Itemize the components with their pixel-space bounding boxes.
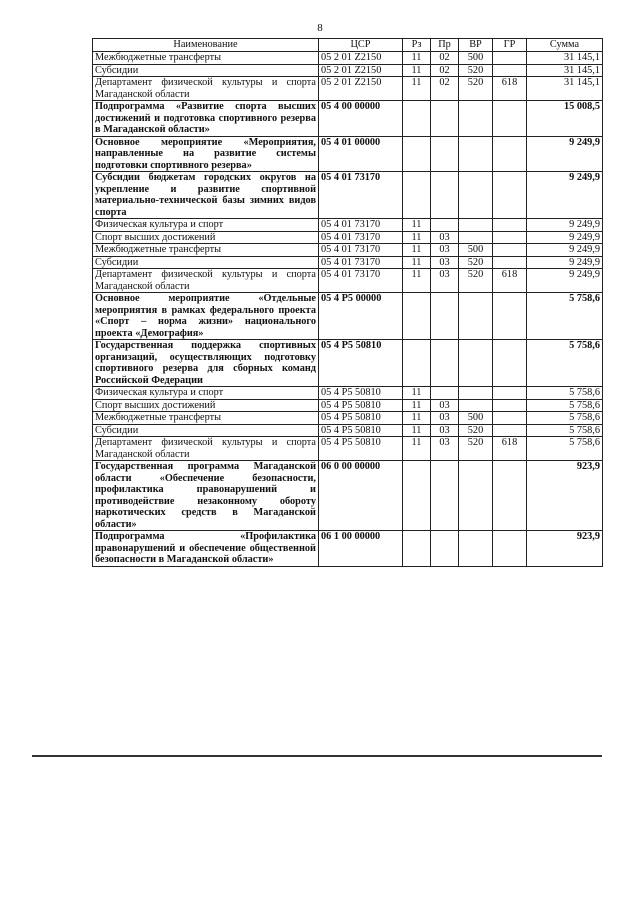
cell-rz: 11 bbox=[403, 244, 431, 257]
cell-gr bbox=[493, 412, 527, 425]
cell-gr: 618 bbox=[493, 269, 527, 293]
cell-csr: 05 4 01 73170 bbox=[319, 256, 403, 269]
table-row bbox=[93, 424, 603, 437]
cell-pr: 02 bbox=[431, 77, 459, 101]
cell-csr: 05 4 01 73170 bbox=[319, 172, 403, 219]
cell-rz: 11 bbox=[403, 256, 431, 269]
cell-pr: 02 bbox=[431, 64, 459, 77]
header-pr: Пр bbox=[431, 39, 459, 52]
cell-vr bbox=[459, 387, 493, 400]
cell-name: Департамент физической культуры и спорта Магаданской области bbox=[93, 437, 319, 461]
cell-gr bbox=[493, 136, 527, 172]
cell-name: Субсидии bbox=[93, 424, 319, 437]
cell-rz: 11 bbox=[403, 412, 431, 425]
cell-rz bbox=[403, 136, 431, 172]
cell-pr bbox=[431, 172, 459, 219]
cell-name: Физическая культура и спорт bbox=[93, 387, 319, 400]
cell-csr: 05 4 01 00000 bbox=[319, 136, 403, 172]
cell-rz: 11 bbox=[403, 387, 431, 400]
cell-gr bbox=[493, 172, 527, 219]
table-row bbox=[93, 77, 603, 101]
header-sum: Сумма bbox=[527, 39, 603, 52]
page-number: 8 bbox=[317, 22, 323, 34]
cell-sum: 9 249,9 bbox=[527, 136, 603, 172]
cell-gr bbox=[493, 424, 527, 437]
table-header-row bbox=[93, 39, 603, 52]
cell-pr bbox=[431, 136, 459, 172]
cell-pr: 03 bbox=[431, 412, 459, 425]
cell-gr bbox=[493, 64, 527, 77]
cell-vr: 520 bbox=[459, 64, 493, 77]
cell-rz bbox=[403, 461, 431, 531]
cell-gr bbox=[493, 531, 527, 567]
cell-name: Департамент физической культуры и спорта Магаданской области bbox=[93, 77, 319, 101]
cell-pr: 03 bbox=[431, 231, 459, 244]
cell-rz: 11 bbox=[403, 231, 431, 244]
cell-vr bbox=[459, 461, 493, 531]
cell-name: Основное мероприятие «Мероприятия, направленные на развитие системы подготовки спортивного резерва» bbox=[93, 136, 319, 172]
cell-name: Департамент физической культуры и спорта Магаданской области bbox=[93, 269, 319, 293]
cell-rz: 11 bbox=[403, 77, 431, 101]
cell-vr bbox=[459, 219, 493, 232]
cell-name: Субсидии bbox=[93, 256, 319, 269]
cell-vr bbox=[459, 293, 493, 340]
cell-csr: 06 1 00 00000 bbox=[319, 531, 403, 567]
cell-rz: 11 bbox=[403, 269, 431, 293]
table-row bbox=[93, 136, 603, 172]
table-row bbox=[93, 399, 603, 412]
cell-gr bbox=[493, 256, 527, 269]
table-row bbox=[93, 269, 603, 293]
table-row bbox=[93, 219, 603, 232]
cell-sum: 9 249,9 bbox=[527, 219, 603, 232]
cell-pr bbox=[431, 340, 459, 387]
header-csr: ЦСР bbox=[319, 39, 403, 52]
cell-pr: 03 bbox=[431, 399, 459, 412]
cell-pr bbox=[431, 293, 459, 340]
cell-pr: 02 bbox=[431, 52, 459, 65]
header-name: Наименование bbox=[93, 39, 319, 52]
cell-csr: 05 4 01 73170 bbox=[319, 231, 403, 244]
cell-vr: 520 bbox=[459, 424, 493, 437]
cell-pr: 03 bbox=[431, 256, 459, 269]
table-row bbox=[93, 412, 603, 425]
cell-sum: 923,9 bbox=[527, 531, 603, 567]
cell-gr bbox=[493, 231, 527, 244]
cell-gr bbox=[493, 52, 527, 65]
cell-gr bbox=[493, 219, 527, 232]
cell-vr: 520 bbox=[459, 269, 493, 293]
table-row bbox=[93, 387, 603, 400]
cell-vr: 520 bbox=[459, 437, 493, 461]
cell-rz: 11 bbox=[403, 424, 431, 437]
cell-rz bbox=[403, 293, 431, 340]
cell-sum: 5 758,6 bbox=[527, 387, 603, 400]
cell-vr bbox=[459, 136, 493, 172]
cell-sum: 31 145,1 bbox=[527, 64, 603, 77]
cell-name: Межбюджетные трансферты bbox=[93, 412, 319, 425]
cell-gr bbox=[493, 461, 527, 531]
cell-pr: 03 bbox=[431, 244, 459, 257]
cell-pr bbox=[431, 219, 459, 232]
header-gr: ГР bbox=[493, 39, 527, 52]
table-row bbox=[93, 437, 603, 461]
cell-vr bbox=[459, 231, 493, 244]
cell-name: Межбюджетные трансферты bbox=[93, 52, 319, 65]
cell-rz bbox=[403, 531, 431, 567]
cell-sum: 5 758,6 bbox=[527, 399, 603, 412]
cell-name: Государственная поддержка спортивных организаций, осуществляющих подготовку спортивного резерва для сборных команд Российской Федерации bbox=[93, 340, 319, 387]
cell-csr: 05 4 P5 50810 bbox=[319, 340, 403, 387]
cell-csr: 05 4 P5 50810 bbox=[319, 412, 403, 425]
cell-gr: 618 bbox=[493, 437, 527, 461]
cell-vr bbox=[459, 172, 493, 219]
cell-pr: 03 bbox=[431, 437, 459, 461]
cell-sum: 5 758,6 bbox=[527, 412, 603, 425]
cell-rz: 11 bbox=[403, 437, 431, 461]
cell-vr: 500 bbox=[459, 52, 493, 65]
cell-pr: 03 bbox=[431, 424, 459, 437]
cell-pr: 03 bbox=[431, 269, 459, 293]
table-row bbox=[93, 231, 603, 244]
cell-name: Спорт высших достижений bbox=[93, 399, 319, 412]
cell-csr: 05 4 01 73170 bbox=[319, 219, 403, 232]
cell-csr: 05 4 P5 50810 bbox=[319, 387, 403, 400]
cell-gr bbox=[493, 387, 527, 400]
cell-sum: 5 758,6 bbox=[527, 293, 603, 340]
footer-divider bbox=[32, 755, 602, 757]
cell-gr: 618 bbox=[493, 77, 527, 101]
cell-sum: 9 249,9 bbox=[527, 231, 603, 244]
cell-sum: 5 758,6 bbox=[527, 424, 603, 437]
cell-pr bbox=[431, 461, 459, 531]
cell-gr bbox=[493, 340, 527, 387]
cell-sum: 9 249,9 bbox=[527, 269, 603, 293]
cell-name: Межбюджетные трансферты bbox=[93, 244, 319, 257]
cell-sum: 9 249,9 bbox=[527, 256, 603, 269]
cell-gr bbox=[493, 101, 527, 137]
cell-vr: 500 bbox=[459, 244, 493, 257]
cell-csr: 05 2 01 Z2150 bbox=[319, 77, 403, 101]
cell-vr: 520 bbox=[459, 77, 493, 101]
table-row bbox=[93, 52, 603, 65]
cell-sum: 15 008,5 bbox=[527, 101, 603, 137]
cell-name: Физическая культура и спорт bbox=[93, 219, 319, 232]
cell-gr bbox=[493, 244, 527, 257]
cell-gr bbox=[493, 293, 527, 340]
cell-rz bbox=[403, 101, 431, 137]
table-row bbox=[93, 244, 603, 257]
cell-sum: 9 249,9 bbox=[527, 244, 603, 257]
cell-vr bbox=[459, 101, 493, 137]
cell-pr bbox=[431, 387, 459, 400]
table-row bbox=[93, 101, 603, 137]
table-row bbox=[93, 293, 603, 340]
cell-csr: 05 4 01 73170 bbox=[319, 269, 403, 293]
table-row bbox=[93, 172, 603, 219]
cell-sum: 923,9 bbox=[527, 461, 603, 531]
cell-name: Государственная программа Магаданской области «Обеспечение безопасности, профилактика правонарушений и противодействие незаконному обороту наркотических средств в Магаданской области» bbox=[93, 461, 319, 531]
cell-vr bbox=[459, 399, 493, 412]
table-row bbox=[93, 340, 603, 387]
cell-rz: 11 bbox=[403, 64, 431, 77]
cell-rz bbox=[403, 340, 431, 387]
cell-vr: 500 bbox=[459, 412, 493, 425]
cell-csr: 06 0 00 00000 bbox=[319, 461, 403, 531]
cell-csr: 05 2 01 Z2150 bbox=[319, 52, 403, 65]
cell-name: Субсидии бюджетам городских округов на укрепление и развитие спортивной материально-технической базы зимних видов спорта bbox=[93, 172, 319, 219]
cell-csr: 05 4 01 73170 bbox=[319, 244, 403, 257]
cell-vr bbox=[459, 340, 493, 387]
cell-csr: 05 4 P5 00000 bbox=[319, 293, 403, 340]
cell-rz: 11 bbox=[403, 52, 431, 65]
cell-vr: 520 bbox=[459, 256, 493, 269]
cell-name: Основное мероприятие «Отдельные мероприятия в рамках федерального проекта «Спорт – норма жизни» национального проекта «Демография» bbox=[93, 293, 319, 340]
cell-pr bbox=[431, 531, 459, 567]
cell-rz bbox=[403, 172, 431, 219]
cell-rz: 11 bbox=[403, 399, 431, 412]
cell-csr: 05 2 01 Z2150 bbox=[319, 64, 403, 77]
cell-sum: 31 145,1 bbox=[527, 52, 603, 65]
cell-gr bbox=[493, 399, 527, 412]
cell-rz: 11 bbox=[403, 219, 431, 232]
budget-table bbox=[92, 38, 603, 567]
table-row bbox=[93, 64, 603, 77]
cell-name: Подпрограмма «Профилактика правонарушений и обеспечение общественной безопасности в Магаданской области» bbox=[93, 531, 319, 567]
table-row bbox=[93, 256, 603, 269]
cell-sum: 5 758,6 bbox=[527, 340, 603, 387]
cell-pr bbox=[431, 101, 459, 137]
cell-csr: 05 4 P5 50810 bbox=[319, 424, 403, 437]
cell-sum: 9 249,9 bbox=[527, 172, 603, 219]
cell-sum: 31 145,1 bbox=[527, 77, 603, 101]
cell-name: Субсидии bbox=[93, 64, 319, 77]
table-row bbox=[93, 531, 603, 567]
cell-name: Подпрограмма «Развитие спорта высших достижений и подготовка спортивного резерва в Магаданской области» bbox=[93, 101, 319, 137]
cell-name: Спорт высших достижений bbox=[93, 231, 319, 244]
cell-sum: 5 758,6 bbox=[527, 437, 603, 461]
header-vr: ВР bbox=[459, 39, 493, 52]
table-body bbox=[93, 52, 603, 567]
header-rz: Рз bbox=[403, 39, 431, 52]
table-row bbox=[93, 461, 603, 531]
cell-vr bbox=[459, 531, 493, 567]
cell-csr: 05 4 00 00000 bbox=[319, 101, 403, 137]
cell-csr: 05 4 P5 50810 bbox=[319, 399, 403, 412]
cell-csr: 05 4 P5 50810 bbox=[319, 437, 403, 461]
